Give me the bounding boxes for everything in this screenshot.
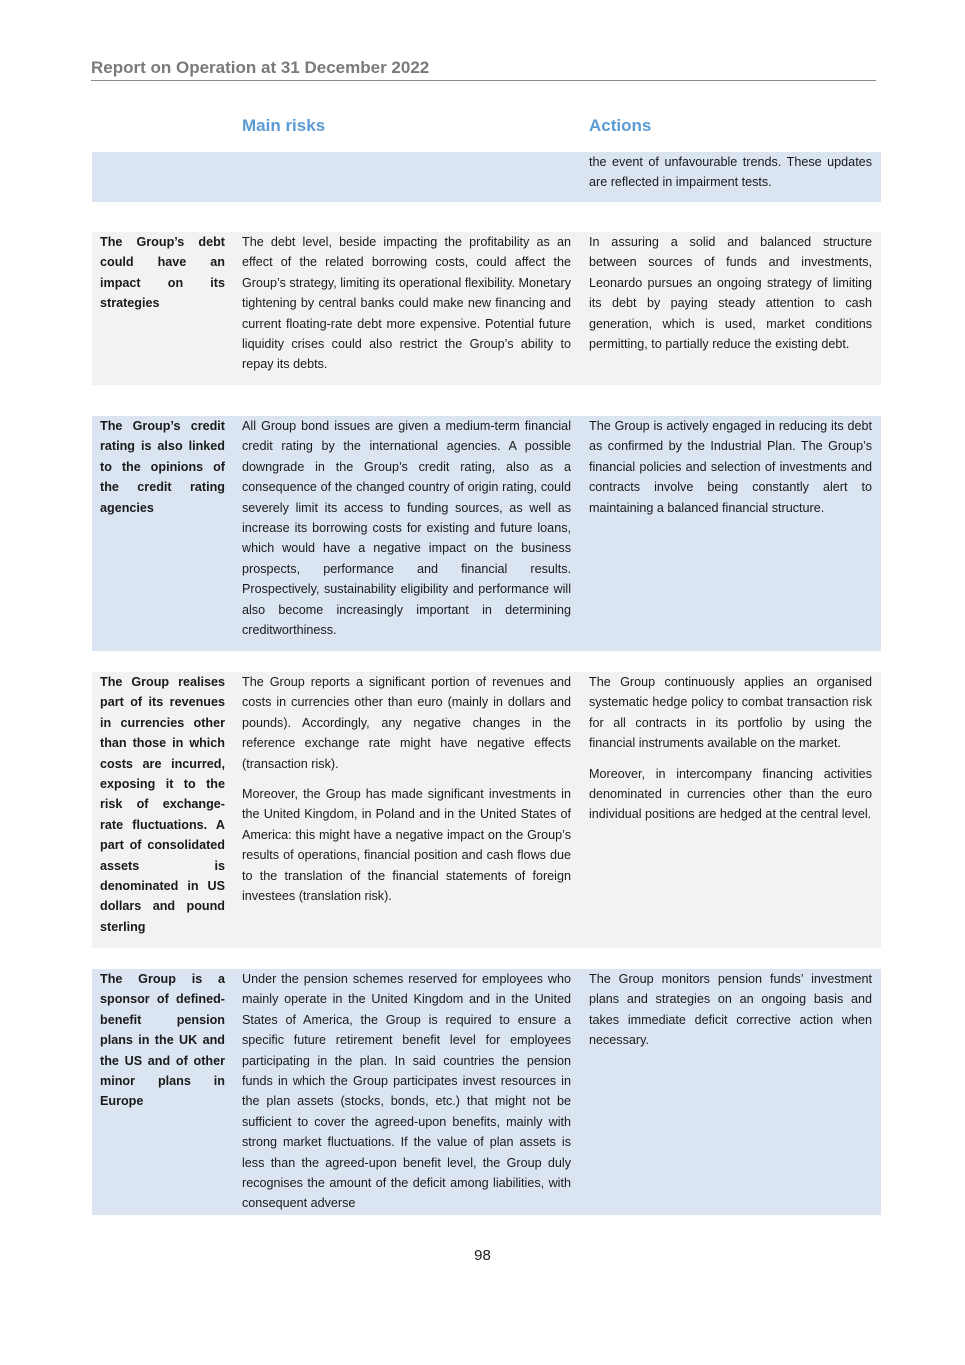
action-paragraph: The Group is actively engaged in reducing its debt as confirmed by the Industrial Plan. The Group’s financial policies and selection of investments and contracts involve being constantly alert to maintaining a balanced financial structure. bbox=[589, 419, 872, 515]
risk-paragraph: The Group reports a significant portion of revenues and costs in currencies other than euro (mainly in dollars and pounds). Accordingly, any negative changes in the reference exchange rate might have negative effects (transaction risk). bbox=[242, 675, 571, 771]
risk-title: The Group’s debt could have an impact on its strategies bbox=[100, 235, 225, 311]
risk-paragraph: Under the pension schemes reserved for employees who mainly operate in the United Kingdom and in the United States of America, the Group is required to ensure a specific future retirement benefit level for employees participating in the plan. In said countries the pension funds in which the Group participates invest resources in the plan assets (stocks, bonds, etc.) that might not be sufficient to cover the agreed-upon benefits, mainly with strong market fluctuations. If the value of plan assets is less than the agreed-upon benefit level, the Group duly recognises the amount of the deficit among liabilities, with consequent adverse bbox=[242, 972, 571, 1211]
risk-row-debt bbox=[92, 232, 881, 385]
continuation-action: the event of unfavourable trends. These updates are reflected in impairment tests. bbox=[589, 155, 872, 190]
risk-description bbox=[242, 672, 571, 906]
risk-action bbox=[589, 672, 872, 825]
risk-action bbox=[589, 416, 872, 518]
risk-paragraph: The debt level, beside impacting the profitability as an effect of the related borrowing costs, could affect the Group’s strategy, limiting its operational flexibility. Monetary tightening by central banks could make new financing and current floating-rate debt more expensive. Potential future liquidity crises could also restrict the Group’s ability to repay its debts. bbox=[242, 235, 571, 372]
risk-title: The Group is a sponsor of defined-benefit pension plans in the UK and the US and of other minor plans in Europe bbox=[100, 972, 225, 1109]
risk-title: The Group’s credit rating is also linked to the opinions of the credit rating agencies bbox=[100, 419, 225, 515]
risk-description bbox=[242, 969, 571, 1214]
action-paragraph: The Group continuously applies an organised systematic hedge policy to combat transaction risk for all contracts in its portfolio by using the financial instruments available on the market. bbox=[589, 675, 872, 751]
column-header-actions: Actions bbox=[589, 116, 652, 135]
risk-description bbox=[242, 232, 571, 375]
page-number: 98 bbox=[474, 1247, 491, 1264]
column-header-main-risks: Main risks bbox=[242, 116, 326, 135]
action-paragraph: Moreover, in intercompany financing activities denominated in currencies other than the euro individual positions are hedged at the central level. bbox=[589, 766, 872, 822]
risk-row-exchange-rate bbox=[92, 672, 881, 948]
risk-description bbox=[242, 416, 571, 640]
action-paragraph: In assuring a solid and balanced structure between sources of funds and investments, Leonardo pursues an ongoing strategy of limiting its debt by paying steady attention to cash generation, which is used, market conditions permitting, to partially reduce the existing debt. bbox=[589, 235, 872, 352]
risk-paragraph: Moreover, the Group has made significant investments in the United Kingdom, in Poland and in the United States of America: this might have a negative impact on the Group’s results of operations, financial position and cash flows due to the translation of the financial statements of foreign investees (translation risk). bbox=[242, 787, 571, 904]
report-title: Report on Operation at 31 December 2022 bbox=[91, 58, 430, 77]
risk-paragraph: All Group bond issues are given a medium-term financial credit rating by the international agencies. A possible downgrade in the Group’s credit rating, also as a consequence of the changed country of origin rating, could severely limit its access to funding sources, as well as increase its borrowing costs for existing and future loans, which would have a negative impact on the business prospects, performance and financial results. Prospectively, sustainability eligibility and performance will also become increasingly important in determining creditworthiness. bbox=[242, 419, 571, 638]
risk-row-credit-rating bbox=[92, 416, 881, 651]
risk-row-pension-plans bbox=[92, 969, 881, 1215]
action-paragraph: The Group monitors pension funds’ investment plans and strategies on an ongoing basis and takes immediate deficit corrective action when necessary. bbox=[589, 972, 872, 1048]
risk-action bbox=[589, 969, 872, 1051]
risk-title: The Group realises part of its revenues in currencies other than those in which costs are incurred, exposing it to the risk of exchange-rate fluctuations. A part of consolidated assets is denominated in US dollars and pound sterling bbox=[100, 675, 225, 934]
continuation-row bbox=[92, 152, 881, 202]
page-header bbox=[91, 58, 876, 81]
risk-action bbox=[589, 232, 872, 354]
